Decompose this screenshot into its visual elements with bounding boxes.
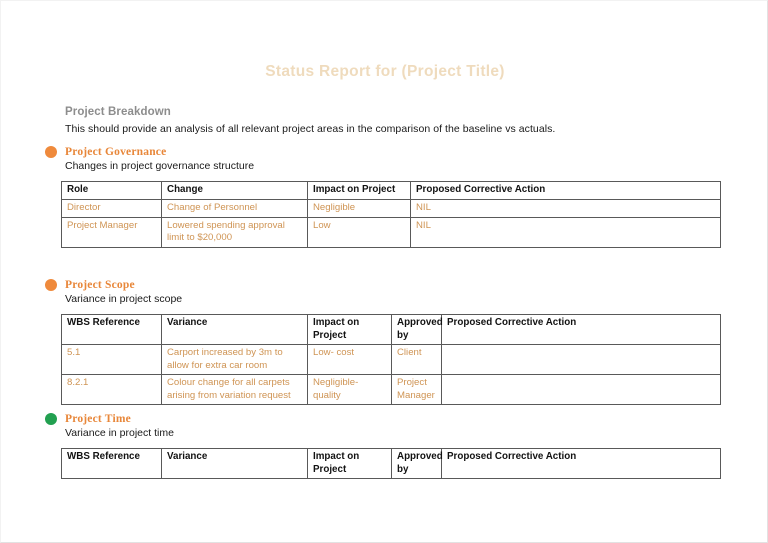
table-cell: Lowered spending approval limit to $20,000: [162, 217, 308, 247]
table-header-row: [62, 182, 721, 200]
section-subtitle-project-scope: Variance in project scope: [65, 293, 183, 305]
column-header: Proposed Corrective Action: [411, 182, 721, 200]
column-header: Change: [162, 182, 308, 200]
section-project-scope-header: [45, 279, 135, 291]
table-row: [62, 217, 721, 247]
table-cell: [442, 345, 721, 375]
section-subtitle-project-governance: Changes in project governance structure: [65, 160, 255, 172]
table-cell: Client: [392, 345, 442, 375]
table-cell: 5.1: [62, 345, 162, 375]
column-header: Impact on Project: [308, 182, 411, 200]
section-label-project-governance: Project Governance: [65, 146, 167, 158]
section-label-project-scope: Project Scope: [65, 279, 135, 291]
table-cell: Project Manager: [62, 217, 162, 247]
page-title: Status Report for (Project Title): [265, 63, 505, 80]
table-cell: [442, 375, 721, 405]
table-project-governance: [61, 181, 721, 248]
column-header: Role: [62, 182, 162, 200]
bullet-icon-project-governance: [45, 146, 57, 158]
bullet-icon-project-time: [45, 413, 57, 425]
bullet-icon-project-scope: [45, 279, 57, 291]
column-header: Approved by: [392, 449, 442, 479]
section-project-time-header: [45, 413, 131, 425]
table-cell: Low- cost: [308, 345, 392, 375]
table-project-scope: [61, 314, 721, 405]
column-header: Impact on Project: [308, 449, 392, 479]
table-cell: Negligible: [308, 200, 411, 218]
table-cell: Negligible- quality: [308, 375, 392, 405]
table-header-row: [62, 315, 721, 345]
column-header: Proposed Corrective Action: [442, 315, 721, 345]
section-label-project-time: Project Time: [65, 413, 131, 425]
table-cell: Colour change for all carpets arising from variation request: [162, 375, 308, 405]
project-breakdown-description: This should provide an analysis of all relevant project areas in the comparison of the baseline vs actuals.: [65, 123, 556, 135]
table-row: [62, 375, 721, 405]
column-header: WBS Reference: [62, 315, 162, 345]
table-project-time: [61, 448, 721, 479]
table-cell: NIL: [411, 200, 721, 218]
column-header: Variance: [162, 315, 308, 345]
column-header: WBS Reference: [62, 449, 162, 479]
table-row: [62, 345, 721, 375]
table-cell: NIL: [411, 217, 721, 247]
table-row: [62, 200, 721, 218]
column-header: Impact on Project: [308, 315, 392, 345]
project-breakdown-heading: Project Breakdown: [65, 106, 171, 118]
table-cell: Change of Personnel: [162, 200, 308, 218]
column-header: Proposed Corrective Action: [442, 449, 721, 479]
table-cell: Project Manager: [392, 375, 442, 405]
table-cell: 8.2.1: [62, 375, 162, 405]
table-header-row: [62, 449, 721, 479]
section-subtitle-project-time: Variance in project time: [65, 427, 174, 439]
table-cell: Carport increased by 3m to allow for extra car room: [162, 345, 308, 375]
column-header: Variance: [162, 449, 308, 479]
section-project-governance-header: [45, 146, 166, 158]
table-cell: Director: [62, 200, 162, 218]
column-header: Approved by: [392, 315, 442, 345]
table-cell: Low: [308, 217, 411, 247]
